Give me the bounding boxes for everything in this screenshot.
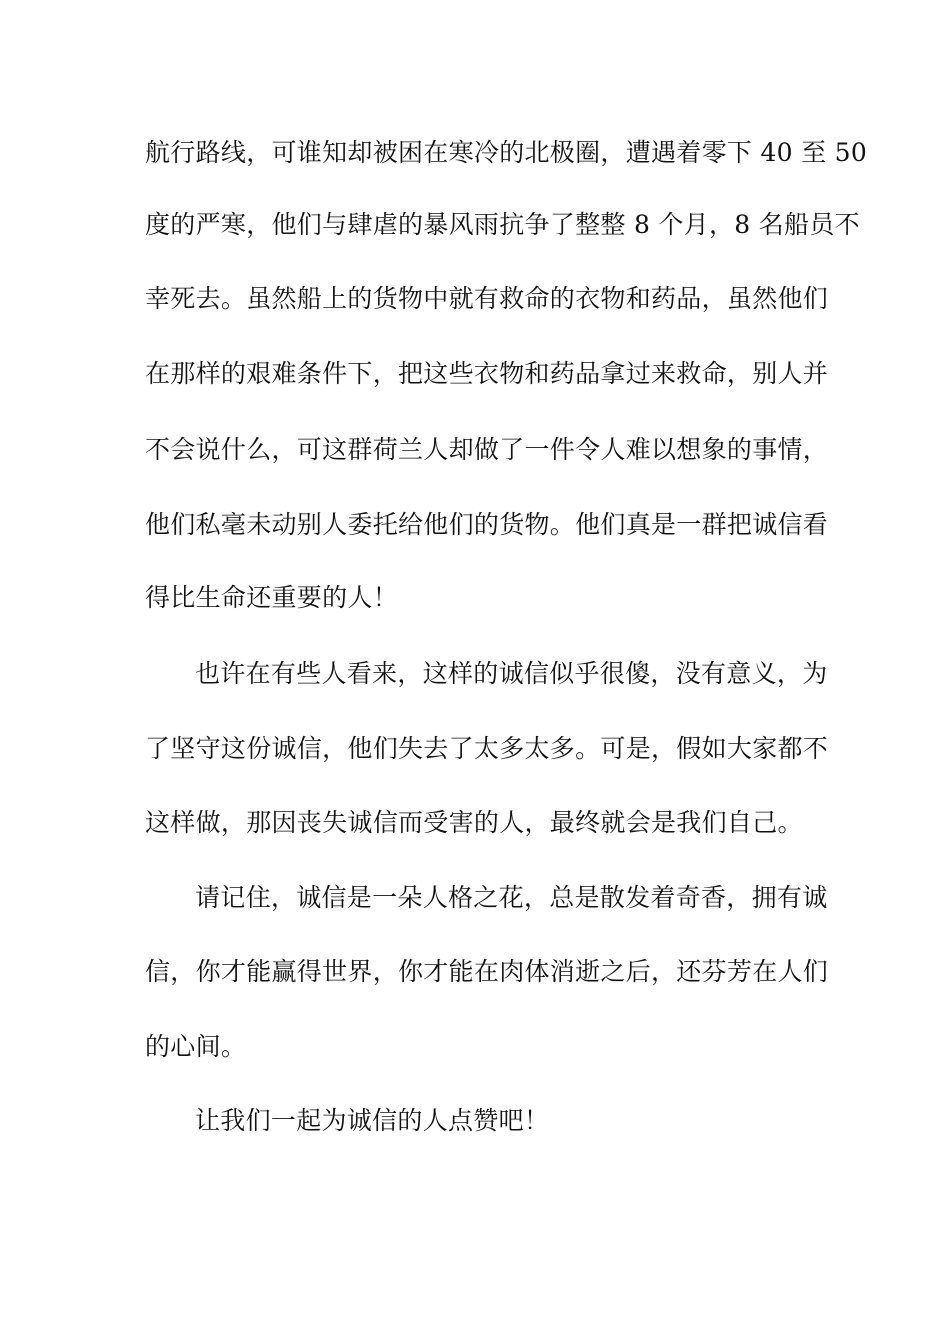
text-line: 了坚守这份诚信，他们失去了太多太多。可是，假如大家都不 <box>145 734 829 763</box>
text-line: 不会说什么，可这群荷兰人却做了一件令人难以想象的事情， <box>145 435 829 464</box>
text-line: 幸死去。虽然船上的货物中就有救命的衣物和药品，虽然他们 <box>145 284 829 313</box>
paragraph-first-line: 也许在有些人看来，这样的诚信似乎很傻，没有意义，为 <box>195 659 828 688</box>
text-line: 这样做，那因丧失诚信而受害的人，最终就会是我们自己。 <box>145 808 803 837</box>
text-line: 度的严寒，他们与肆虐的暴风雨抗争了整整 8 个月，8 名船员不 <box>145 210 860 239</box>
text-line: 航行路线，可谁知却被困在寒冷的北极圈，遭遇着零下 40 至 50 <box>145 138 868 167</box>
text-line: 的心间。 <box>145 1032 247 1061</box>
text-line: 他们私毫未动别人委托给他们的货物。他们真是一群把诚信看 <box>145 510 829 539</box>
text-line: 在那样的艰难条件下，把这些衣物和药品拿过来救命，别人并 <box>145 359 829 388</box>
paragraph-first-line: 请记住，诚信是一朵人格之花，总是散发着奇香，拥有诚 <box>195 883 828 912</box>
text-line: 得比生命还重要的人！ <box>145 583 399 612</box>
text-line: 信，你才能赢得世界，你才能在肉体消逝之后，还芬芳在人们 <box>145 957 829 986</box>
paragraph-first-line: 让我们一起为诚信的人点赞吧！ <box>195 1106 550 1135</box>
